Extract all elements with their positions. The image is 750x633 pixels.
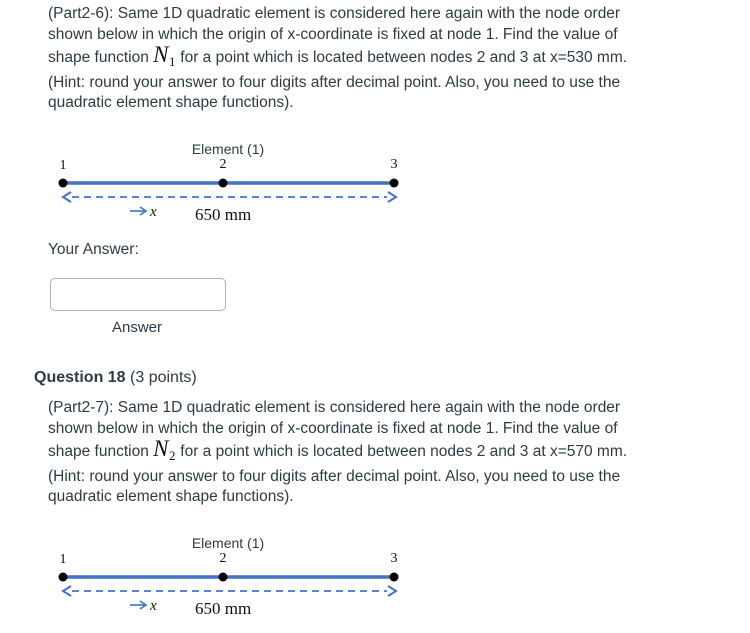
node-3-label: 3 bbox=[390, 157, 398, 172]
shape-function-letter: N bbox=[153, 436, 169, 461]
shape-function-letter: N bbox=[153, 42, 169, 67]
node-2-dot bbox=[219, 179, 228, 188]
question-18-header bbox=[34, 369, 197, 387]
shape-function-subscript: 2 bbox=[168, 448, 176, 463]
question-text-start: (Part2-7): Same 1D quadratic element is considered here again with the node order shown below in which the origin of x-coordinate is fixed at node 1. Find the value of shape function bbox=[48, 399, 621, 460]
element-diagram bbox=[52, 138, 412, 228]
answer-caption: Answer bbox=[112, 319, 163, 336]
shape-function-subscript: 1 bbox=[168, 54, 176, 69]
node-3-label: 3 bbox=[390, 551, 398, 566]
length-label: 650 mm bbox=[195, 599, 252, 618]
element-diagram bbox=[52, 532, 412, 622]
dimension-left-arrow-icon bbox=[63, 586, 71, 596]
node-1-label: 1 bbox=[59, 158, 67, 173]
question-text-end: for a point which is located between nodes 2 and 3 at x=570 mm. (Hint: round your answer to four digits after decimal point. Also, you need to use the quadratic element shape functions). bbox=[48, 443, 628, 505]
answer-input[interactable] bbox=[50, 278, 226, 311]
question-part7-text bbox=[48, 398, 648, 508]
question-part6-text bbox=[48, 4, 648, 114]
shape-function-symbol bbox=[153, 436, 176, 461]
dimension-right-arrow-icon bbox=[388, 192, 396, 202]
length-label: 650 mm bbox=[195, 205, 252, 224]
x-axis-label: x bbox=[150, 204, 157, 220]
node-2-dot bbox=[219, 573, 228, 582]
node-3-dot bbox=[390, 179, 399, 188]
shape-function-symbol bbox=[153, 42, 176, 67]
question-points: (3 points) bbox=[130, 369, 197, 386]
node-3-dot bbox=[390, 573, 399, 582]
node-1-label: 1 bbox=[59, 552, 67, 567]
your-answer-label: Your Answer: bbox=[48, 241, 139, 258]
dimension-right-arrow-icon bbox=[388, 586, 396, 596]
question-number: Question 18 bbox=[34, 369, 126, 386]
element-label: Element (1) bbox=[191, 141, 265, 157]
question-text-start: (Part2-6): Same 1D quadratic element is considered here again with the node order shown below in which the origin of x-coordinate is fixed at node 1. Find the value of shape function bbox=[48, 5, 621, 66]
question-text-end: for a point which is located between nodes 2 and 3 at x=530 mm. (Hint: round your answer to four digits after decimal point. Also, you need to use the quadratic element shape functions). bbox=[48, 49, 628, 111]
node-2-label: 2 bbox=[219, 551, 227, 566]
x-axis-label: x bbox=[150, 598, 157, 614]
node-2-label: 2 bbox=[219, 157, 227, 172]
element-label: Element (1) bbox=[191, 535, 265, 551]
dimension-left-arrow-icon bbox=[63, 192, 71, 202]
node-1-dot bbox=[59, 179, 68, 188]
node-1-dot bbox=[59, 573, 68, 582]
